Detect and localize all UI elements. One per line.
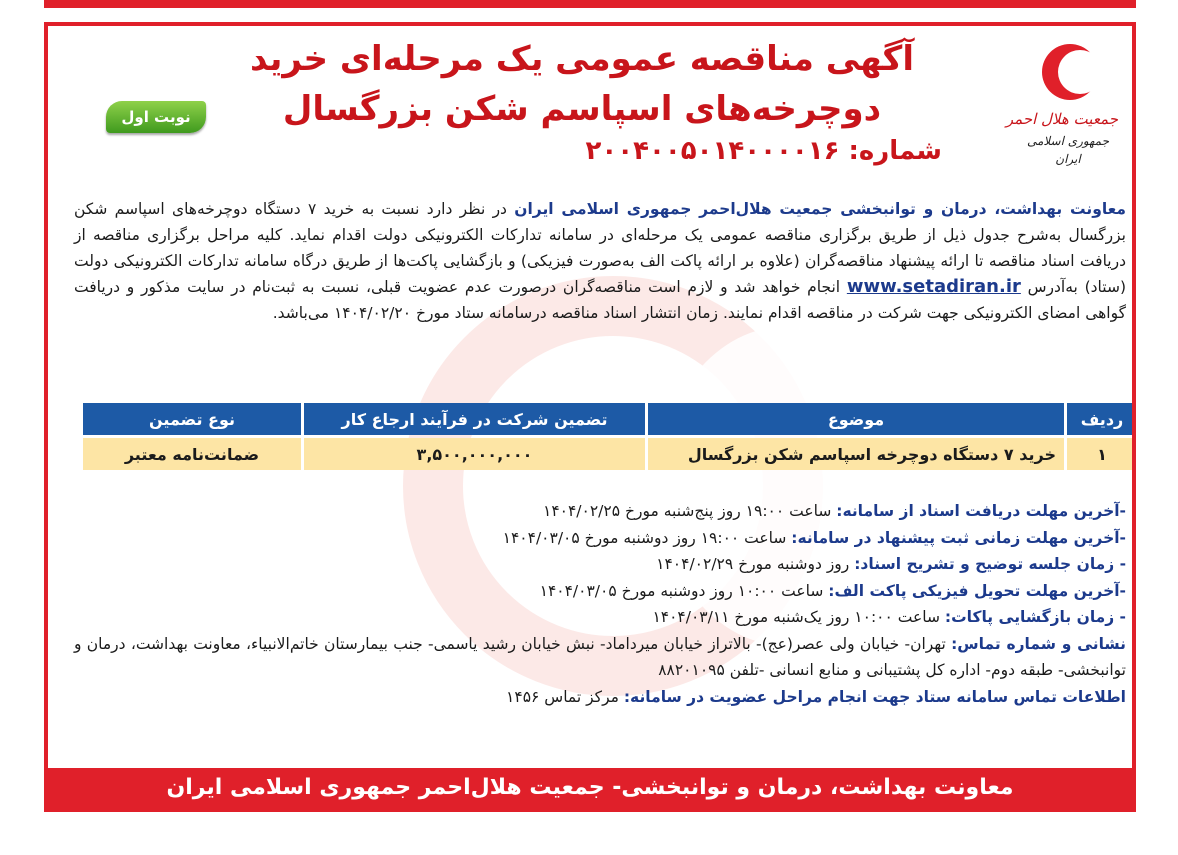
header [48, 26, 1132, 176]
schedule-item: -آخرین مهلت دریافت اسناد از سامانه: ساعت ۱۹:۰۰ روز پنج‌شنبه مورخ ۱۴۰۴/۰۲/۲۵ [543, 502, 1126, 520]
intro-text-1: در نظر دارد نسبت به خرید ۷ دستگاه دوچرخه‌های اسپاسم شکن بزرگسال به‌شرح جدول ذیل از طریق برگزاری مناقصه عمومی یک مرحله‌ای در سامانه تدارکات الکترونیکی دولت اقدام نماید. کلیه مراحل برگزاری مناقصه از دریافت اسناد مناقصه تا ارائه پیشنهاد مناقصه‌گران (علاوه بر ارائه پاکت الف به‌صورت فیزیکی) و بازگشایی پاکت‌ها از طریق درگاه سامانه تدارکات الکترونیکی دولت (ستاد) به‌آدرس [74, 200, 1126, 296]
schedule-list [74, 498, 1126, 710]
tender-number-value: ۲۰۰۴۰۰۵۰۱۴۰۰۰۰۱۶ [585, 136, 840, 166]
footer-bar: معاونت بهداشت، درمان و توانبخشی- جمعیت هلال‌احمر جمهوری اسلامی ایران [48, 768, 1132, 808]
red-crescent-icon [1038, 40, 1102, 104]
intro-organization: معاونت بهداشت، درمان و توانبخشی جمعیت هلال‌احمر جمهوری اسلامی ایران [514, 200, 1126, 218]
contact-address: نشانی و شماره تماس: تهران- خیابان ولی عصر(عج)- بالاتراز خیابان میرداماد- نبش خیابان رشید یاسمی- جنب بیمارستان خاتم‌الانبیاء، معاونت بهداشت، درمان و توانبخشی- طبقه دوم- اداره کل پشتیبانی و منابع انسانی -تلفن ۸۸۲۰۱۰۹۵ [74, 634, 1127, 679]
setad-website-link[interactable]: www.setadiran.ir [846, 276, 1021, 297]
schedule-item: - زمان جلسه توضیح و تشریح اسناد: روز دوشنبه مورخ ۱۴۰۴/۰۲/۲۹ [656, 555, 1126, 573]
header-guarantee-amount: تضمین شرکت در فرآیند ارجاع کار [304, 403, 645, 435]
tender-number [586, 136, 942, 166]
title-line-1: آگهی مناقصه عمومی یک مرحله‌ای خرید [250, 39, 914, 79]
schedule-item: -آخرین مهلت تحویل فیزیکی پاکت الف: ساعت ۱۰:۰۰ روز دوشنبه مورخ ۱۴۰۴/۰۳/۰۵ [539, 581, 1126, 600]
announcement-frame [44, 22, 1136, 812]
intro-text-2: انجام خواهد شد و لازم است مناقصه‌گران درصورت عدم عضویت قبلی، نسبت به ثبت‌نام در سایت مذکور و دریافت گواهی امضای الکترونیکی جهت شرکت در مناقصه اقدام نمایند. زمان انتشار اسناد مناقصه درسامانه ستاد مورخ ۱۴۰۴/۰۲/۲۰ می‌باشد. [74, 278, 1126, 322]
schedule-item: -آخرین مهلت زمانی ثبت پیشنهاد در سامانه: ساعت ۱۹:۰۰ روز دوشنبه مورخ ۱۴۰۴/۰۳/۰۵ [502, 528, 1126, 547]
logo-name: جمعیت هلال احمر [1005, 110, 1118, 128]
top-red-strip [44, 0, 1136, 8]
cell-row-number: ۱ [1067, 438, 1136, 470]
logo-subtitle: جمهوری اسلامی ایران [1026, 134, 1110, 166]
header-subject: موضوع [648, 403, 1064, 435]
tender-table [80, 400, 1136, 473]
red-crescent-logo [1005, 34, 1124, 174]
cell-subject: خرید ۷ دستگاه دوچرخه اسپاسم شکن بزرگسال [648, 438, 1064, 470]
header-row-number: ردیف [1067, 403, 1136, 435]
table-header-row [83, 403, 1136, 435]
cell-guarantee-amount: ۳,۵۰۰,۰۰۰,۰۰۰ [304, 438, 645, 470]
first-round-badge: نوبت اول [106, 101, 206, 133]
title-line-2: دوچرخه‌های اسپاسم شکن بزرگسال [282, 89, 882, 129]
table-row [83, 438, 1136, 470]
setad-contact: اطلاعات تماس سامانه ستاد جهت انجام مراحل عضویت در سامانه: مرکز تماس ۱۴۵۶ [506, 687, 1126, 706]
header-guarantee-type: نوع تضمین [83, 403, 301, 435]
cell-guarantee-type: ضمانت‌نامه معتبر [83, 438, 301, 470]
intro-paragraph [74, 196, 1126, 326]
page-title [202, 34, 962, 134]
schedule-item: - زمان بازگشایی پاکات: ساعت ۱۰:۰۰ روز یک‌شنبه مورخ ۱۴۰۴/۰۳/۱۱ [652, 608, 1126, 626]
tender-number-label: شماره: [848, 136, 942, 166]
